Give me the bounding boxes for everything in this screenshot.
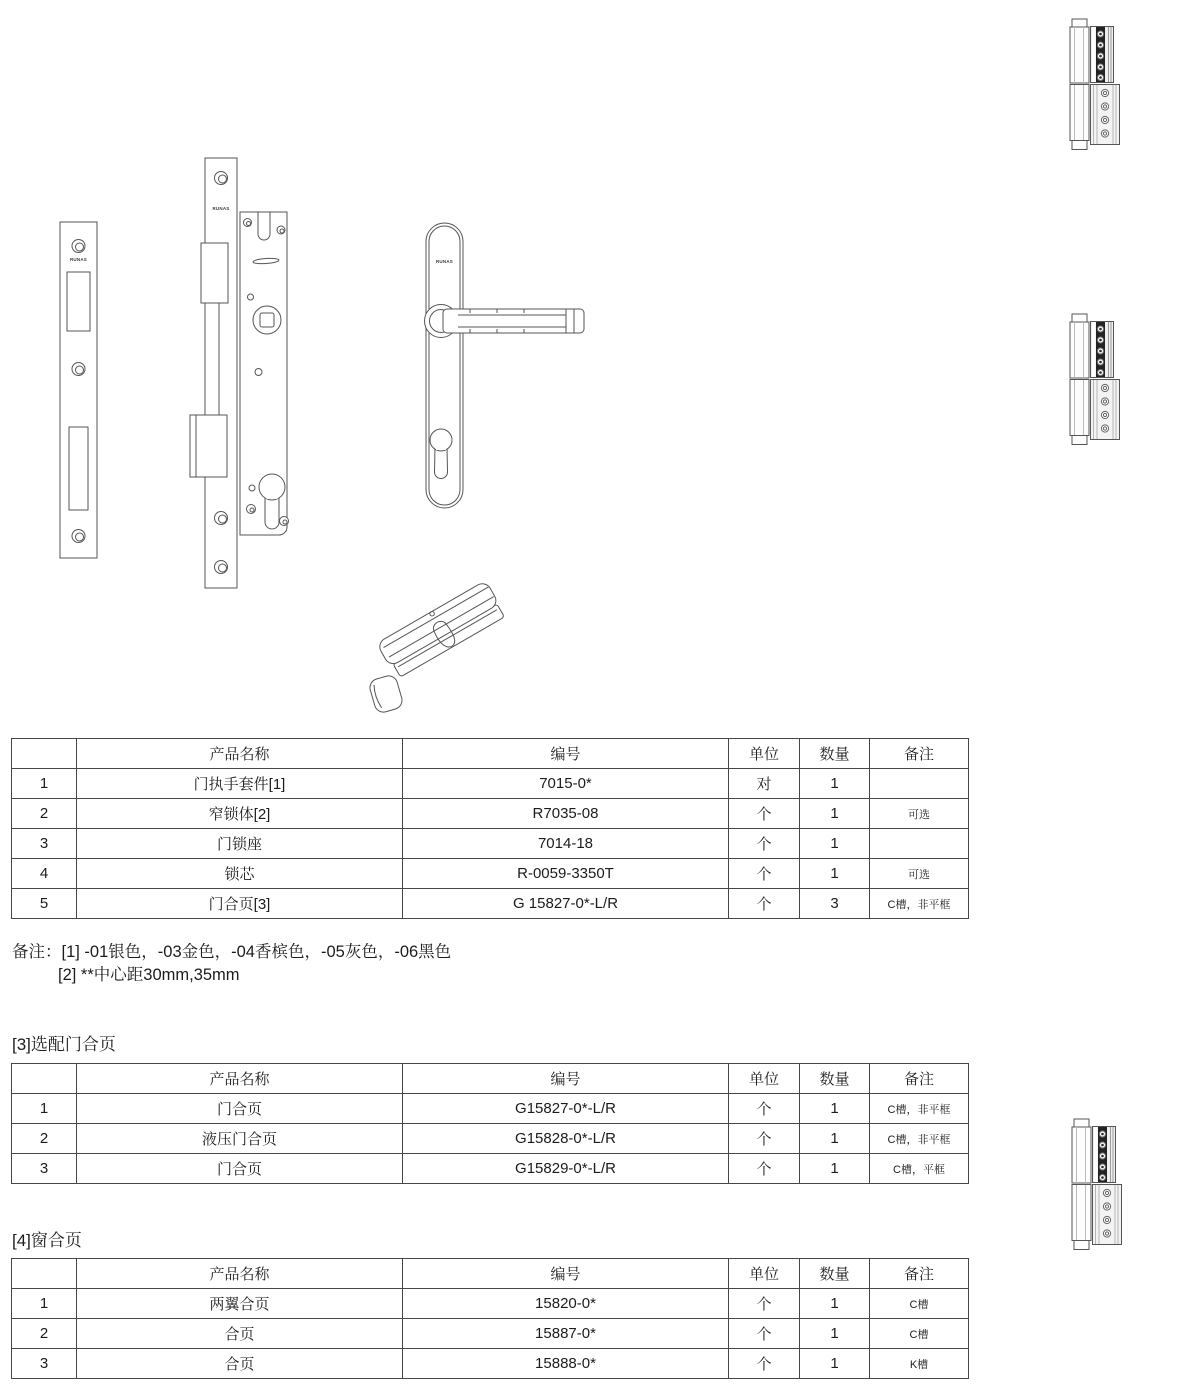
table-cell: G15829-0*-L/R: [403, 1154, 729, 1184]
column-header: 产品名称: [77, 1064, 403, 1094]
table-row: [12, 1154, 969, 1184]
table-cell: 门合页: [77, 1094, 403, 1124]
table-cell: [870, 769, 969, 799]
handle-set-drawing: [425, 223, 585, 508]
table-cell: K槽: [870, 1349, 969, 1379]
table-cell: 1: [800, 1289, 870, 1319]
section-label-window-hinges: [4]窗合页: [12, 1231, 82, 1250]
row-index-cell: 1: [12, 1094, 77, 1124]
column-header: 备注: [870, 739, 969, 769]
table-cell: G15827-0*-L/R: [403, 1094, 729, 1124]
column-header: 数量: [800, 739, 870, 769]
table-cell: 合页: [77, 1349, 403, 1379]
table-cell: 个: [729, 889, 800, 919]
table-cell: 锁芯: [77, 859, 403, 889]
row-index-cell: 2: [12, 1319, 77, 1349]
table-cell: C槽，非平框: [870, 1124, 969, 1154]
table-cell: 个: [729, 1289, 800, 1319]
header-row: [12, 1064, 969, 1094]
column-header: 单位: [729, 1064, 800, 1094]
table-cell: 门锁座: [77, 829, 403, 859]
row-index-cell: 3: [12, 1349, 77, 1379]
column-header: [12, 739, 77, 769]
table-cell: R7035-08: [403, 799, 729, 829]
table-cell: 个: [729, 859, 800, 889]
table-cell: 1: [800, 1154, 870, 1184]
table-row: [12, 769, 969, 799]
table-cell: 15888-0*: [403, 1349, 729, 1379]
table-cell: G15828-0*-L/R: [403, 1124, 729, 1154]
column-header: 备注: [870, 1064, 969, 1094]
table-cell: C槽，非平框: [870, 889, 969, 919]
table-cell: [870, 829, 969, 859]
parts-table-main: [11, 738, 969, 919]
table-row: [12, 829, 969, 859]
notes-block: [12, 941, 451, 987]
table-cell: C槽，非平框: [870, 1094, 969, 1124]
note-text-1: [1] -01银色，-03金色，-04香槟色，-05灰色，-06黑色: [61, 943, 452, 961]
table-cell: 门执手套件[1]: [77, 769, 403, 799]
brand-logo: RUNAS: [212, 206, 230, 211]
column-header: 产品名称: [77, 1259, 403, 1289]
header-row: [12, 739, 969, 769]
row-index-cell: 3: [12, 1154, 77, 1184]
table-cell: 窄锁体[2]: [77, 799, 403, 829]
table-cell: 15820-0*: [403, 1289, 729, 1319]
column-header: 数量: [800, 1259, 870, 1289]
row-index-cell: 4: [12, 859, 77, 889]
table-cell: C槽: [870, 1289, 969, 1319]
table-cell: 3: [800, 889, 870, 919]
table-row: [12, 1124, 969, 1154]
brand-logo: RUNAS: [69, 257, 88, 262]
parts-table-door-hinges: [11, 1063, 969, 1184]
column-header: 编号: [403, 1064, 729, 1094]
table-cell: 液压门合页: [77, 1124, 403, 1154]
table-cell: C槽: [870, 1319, 969, 1349]
column-header: 数量: [800, 1064, 870, 1094]
table-row: [12, 889, 969, 919]
table-row: [12, 1289, 969, 1319]
table-cell: 1: [800, 769, 870, 799]
lock-body-drawing: [190, 158, 289, 588]
section-label-door-hinges: [3]选配门合页: [12, 1035, 116, 1054]
strike-plate-drawing: [60, 222, 97, 558]
table-cell: 个: [729, 1124, 800, 1154]
column-header: 产品名称: [77, 739, 403, 769]
door-hinge-drawing-bottom: [1072, 1119, 1122, 1250]
row-index-cell: 2: [12, 799, 77, 829]
row-index-cell: 5: [12, 889, 77, 919]
column-header: [12, 1064, 77, 1094]
parts-table-window-hinges: [11, 1258, 969, 1379]
table-cell: 1: [800, 799, 870, 829]
table-cell: 个: [729, 829, 800, 859]
table-cell: 1: [800, 1094, 870, 1124]
table-cell: 门合页: [77, 1154, 403, 1184]
row-index-cell: 1: [12, 1289, 77, 1319]
note-line-1: [12, 941, 451, 964]
header-row: [12, 1259, 969, 1289]
table-cell: 个: [729, 1319, 800, 1349]
table-row: [12, 1319, 969, 1349]
table-cell: 个: [729, 799, 800, 829]
column-header: 编号: [403, 1259, 729, 1289]
table-cell: 1: [800, 1319, 870, 1349]
table-cell: 1: [800, 1349, 870, 1379]
table-cell: 个: [729, 1154, 800, 1184]
table-cell: 7014-18: [403, 829, 729, 859]
row-index-cell: 3: [12, 829, 77, 859]
table-cell: 个: [729, 1349, 800, 1379]
table-cell: 7015-0*: [403, 769, 729, 799]
table-cell: C槽，平框: [870, 1154, 969, 1184]
table-cell: 15887-0*: [403, 1319, 729, 1349]
column-header: 单位: [729, 739, 800, 769]
note-line-2: [12, 964, 451, 987]
column-header: 备注: [870, 1259, 969, 1289]
table-cell: 对: [729, 769, 800, 799]
brand-logo: RUNAS: [435, 259, 454, 264]
table-cell: 个: [729, 1094, 800, 1124]
table-cell: 门合页[3]: [77, 889, 403, 919]
row-index-cell: 1: [12, 769, 77, 799]
table-cell: 合页: [77, 1319, 403, 1349]
door-hinge-drawing-top: [1070, 19, 1120, 150]
table-cell: G 15827-0*-L/R: [403, 889, 729, 919]
table-cell: R-0059-3350T: [403, 859, 729, 889]
table-row: [12, 1349, 969, 1379]
table-cell: 两翼合页: [77, 1289, 403, 1319]
table-cell: 可选: [870, 859, 969, 889]
column-header: 单位: [729, 1259, 800, 1289]
cylinder-drawing: [368, 580, 506, 714]
door-hinge-drawing-middle: [1070, 314, 1120, 445]
table-cell: 1: [800, 1124, 870, 1154]
notes-label: 备注：: [12, 943, 62, 961]
table-row: [12, 859, 969, 889]
table-cell: 1: [800, 859, 870, 889]
column-header: [12, 1259, 77, 1289]
table-row: [12, 799, 969, 829]
table-cell: 1: [800, 829, 870, 859]
column-header: 编号: [403, 739, 729, 769]
table-cell: 可选: [870, 799, 969, 829]
row-index-cell: 2: [12, 1124, 77, 1154]
table-row: [12, 1094, 969, 1124]
note-text-2: [2] **中心距30mm,35mm: [58, 966, 240, 984]
